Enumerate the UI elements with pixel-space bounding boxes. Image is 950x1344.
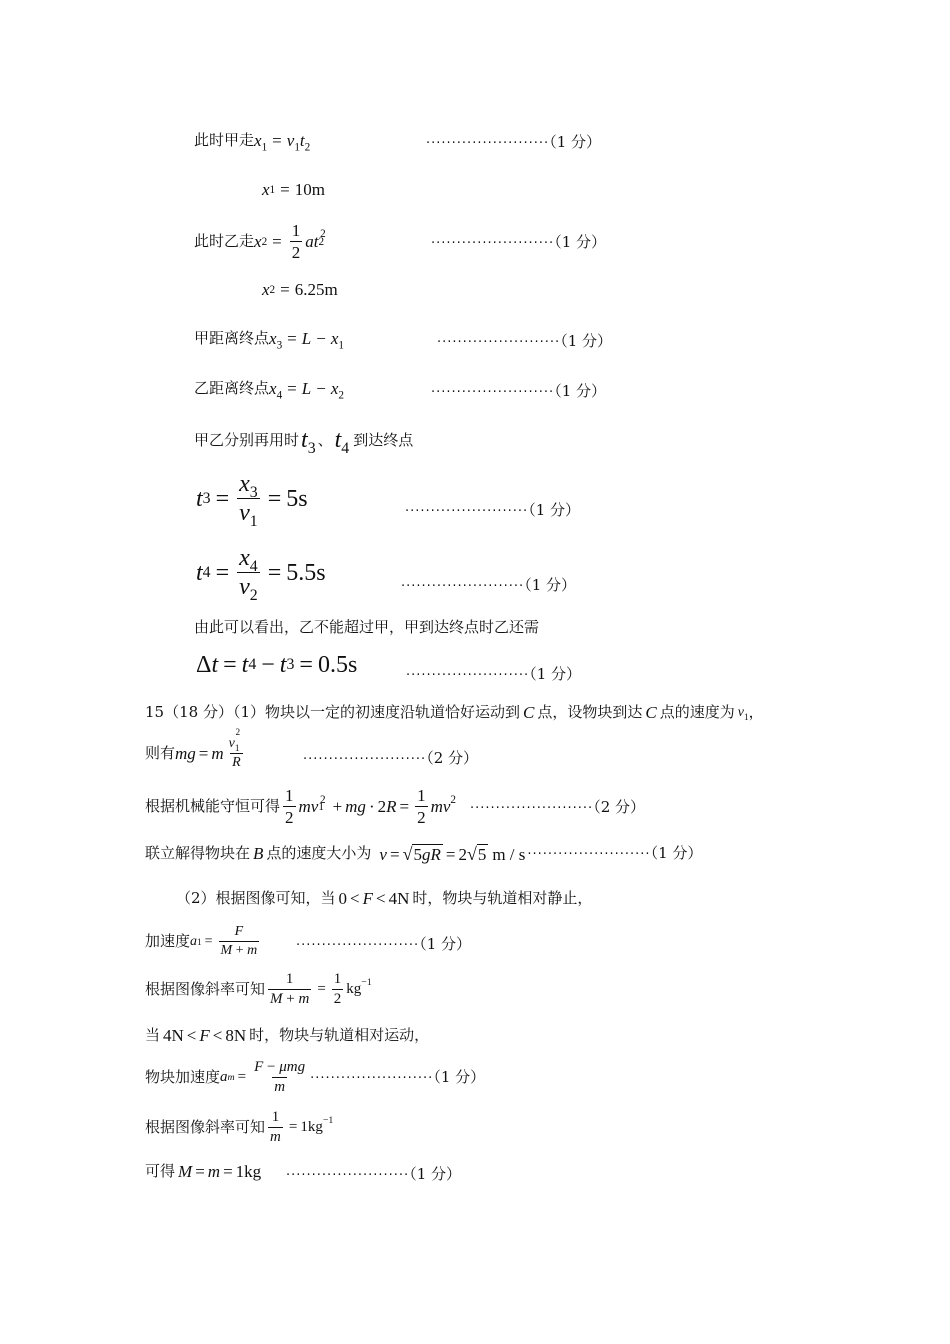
label: 甲距离终点 <box>194 329 270 347</box>
score-leader: ························（1 分） <box>431 382 606 400</box>
formula: $x_1 = v_1t_2$ <box>254 131 311 154</box>
line-conclusion: 由此可以看出，乙不能超过甲，甲到达终点时乙还需 <box>194 618 540 636</box>
score-leader: ························（1 分） <box>431 233 606 251</box>
score-leader: ························（1 分） <box>401 576 576 594</box>
line-x1-formula <box>194 131 311 154</box>
line-am: 物块加速度 a m = $\frac{\text{F − μmg}}{m}$ ························（1 分） <box>145 1059 486 1095</box>
value-t4: 5.5s <box>286 559 326 586</box>
line-t4: t 4 = $\frac{x_4}{v_2}$ = 5.5s <box>196 545 326 604</box>
score-leader: ························（1 分） <box>296 935 471 953</box>
label: 乙距离终点 <box>194 379 270 397</box>
line-x1-value: x 1 = 10m <box>262 180 325 199</box>
line-delta-t: Δ t = t 4 − t 3 = 0.5s <box>196 652 358 678</box>
line-part2-intro: （2）根据图像可知，当 0 < F < 4N 时，物块与轨道相对静止， <box>176 889 593 908</box>
line-x4: 乙距离终点 $x_4 = L - x_2$ <box>194 379 344 402</box>
line-range2: 当 4N < F < 8N 时，物块与轨道相对运动， <box>145 1026 430 1045</box>
score-leader: ························（1 分） <box>405 501 580 519</box>
line-x2-formula <box>194 222 330 261</box>
score-leader: ························（1 分） <box>286 1165 461 1183</box>
label: 此时乙走 <box>194 232 255 250</box>
score-leader: ························（2 分） <box>470 798 645 816</box>
score-leader: ························（1 分） <box>426 133 601 151</box>
line-result: 可得 M = m = 1kg <box>145 1162 262 1181</box>
score-leader: ························（1 分） <box>406 665 581 683</box>
line-centripetal: 则有 mg = m $\frac{v_1^2}{R}$ <box>145 727 241 770</box>
label: 此时甲走 <box>194 131 255 149</box>
line-t3: t 3 = $\frac{x_3}{v_1}$ = 5s <box>196 471 308 530</box>
formula: x 2 = $\frac{1}{2}$ at 2 $^2$ <box>254 221 326 262</box>
line-slope1: 根据图像斜率可知 $\frac{1}{M + m}$ = $\frac{1}{2}$ kg $^{-1}$ <box>145 971 372 1007</box>
line-x2-value: x 2 = 6.25m <box>262 280 338 299</box>
line-slope2: 根据图像斜率可知 $\frac{1}{m}$ = 1 kg $^{-1}$ <box>145 1109 334 1145</box>
line-times-intro: 甲乙分别再用时 $t_3$ 、 $t_4$ 到达终点 <box>194 427 414 457</box>
line-a1: 加速度 a 1 = $\frac{F}{M + m}$ <box>145 924 258 958</box>
line-energy: 根据机械能守恒可得 $\frac{1}{2}$ mv 1 $^2$ + mg · 2 R = $\frac{1}{2}$ mv $^2$ <box>145 786 457 827</box>
line-speed-b: 联立解得物块在 B 点的速度大小为 v = √ 5gR = 2 √ 5 m / s ························（1 分） <box>145 844 703 864</box>
value-x1: 10m <box>294 180 325 199</box>
value-x2: 6.25m <box>294 280 338 299</box>
value-dt: 0.5s <box>317 652 358 678</box>
value-t3: 5s <box>286 485 308 512</box>
score-leader: ························（1 分） <box>437 332 612 350</box>
score-leader: ························（2 分） <box>303 749 478 767</box>
q15-intro: 15（18 分）（1）物块以一定的初速度沿轨道恰好运动到 C 点，设物块到达 C 点的速度为 $v_1$ ， <box>145 703 764 722</box>
line-x3: 甲距离终点 $x_3 = L - x_1$ <box>194 329 344 352</box>
